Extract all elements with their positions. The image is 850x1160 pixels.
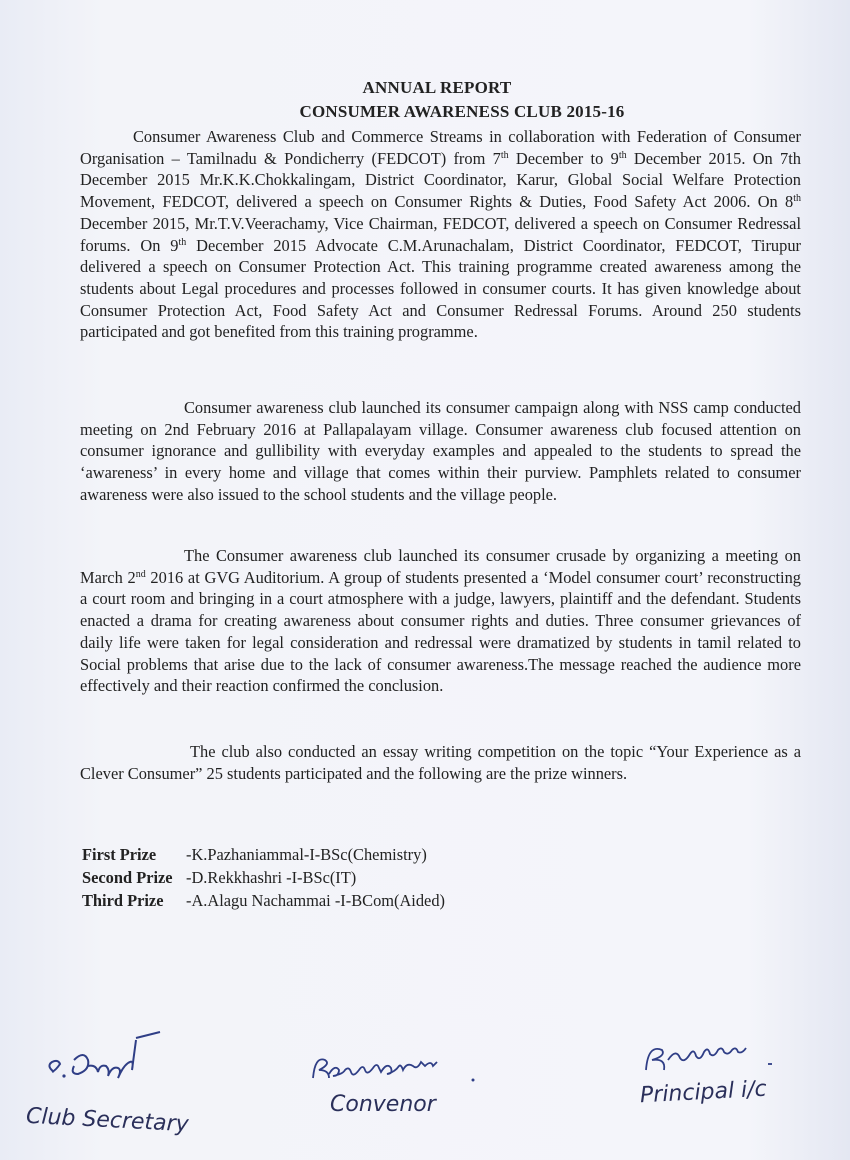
prize-winner: -D.Rekkhashri -I-BSc(IT) <box>186 868 357 887</box>
report-subtitle: CONSUMER AWARENESS CLUB 2015-16 <box>299 102 625 121</box>
report-title: ANNUAL REPORT <box>362 78 512 97</box>
paragraph-nss-campaign: Consumer awareness club launched its consumer campaign along with NSS camp conducted meeting on 2nd February 2016 at Pallapalayam village. Consumer awareness club focused attention on consumer ignorance and gullibility with everyday examples and appealed to the students to spread the ‘awareness’ in every home and village that comes within their purview. Pamphlets related to consumer awareness were also issued to the school students and the village people. <box>80 398 801 504</box>
paragraph-essay-competition: The club also conducted an essay writing competition on the topic “Your Experience as a Clever Consumer” 25 students participated and the following are the prize winners. <box>80 742 801 783</box>
prize-rank: Second Prize <box>82 868 173 887</box>
prize-list <box>82 843 445 912</box>
prize-winner: -A.Alagu Nachammai -I-BCom(Aided) <box>186 891 445 910</box>
convenor-signature <box>305 1050 485 1090</box>
secretary-signature <box>40 1030 180 1100</box>
secretary-title: Club Secretary <box>25 1103 190 1138</box>
paragraph-fedcot-training: Consumer Awareness Club and Commerce Streams in collaboration with Federation of Consumer Organisation – Tamilnadu & Pondicherry (FEDCOT) from 7th December to 9th December 2015. On 7th December 2015 Mr.K.K.Chokkalingam, District Coordinator, Karur, Global Social Welfare Protection Movement, FEDCOT, delivered a speech on Consumer Rights & Duties, Food Safety Act 2006. On 8th December 2015, Mr.T.V.Veerachamy, Vice Chairman, FEDCOT, delivered a speech on Consumer Redressal forums. On 9th December 2015 Advocate C.M.Arunachalam, District Coordinator, FEDCOT, Tirupur delivered a speech on Consumer Protection Act. This training programme created awareness among the students about Legal procedures and processes followed in consumer courts. It has given knowledge about Consumer Protection Act, Food Safety Act and Consumer Redressal Forums. Around 250 students participated and got benefited from this training programme. <box>80 127 801 342</box>
prize-row-second <box>82 866 445 889</box>
principal-signature <box>640 1040 780 1080</box>
convenor-title: Convenor <box>330 1092 436 1117</box>
prize-rank: Third Prize <box>82 891 164 910</box>
prize-row-third <box>82 889 445 912</box>
principal-title: Principal i/c <box>639 1076 768 1109</box>
prize-winner: -K.Pazhaniammal-I-BSc(Chemistry) <box>186 845 427 864</box>
prize-row-first <box>82 843 445 866</box>
prize-rank: First Prize <box>82 845 157 864</box>
paragraph-model-court: The Consumer awareness club launched its consumer crusade by organizing a meeting on March 2nd 2016 at GVG Auditorium. A group of students presented a ‘Model consumer court’ reconstructing a court room and bringing in a court atmosphere with a judge, lawyers, plaintiff and the defendant. Students enacted a drama for creating awareness about consumer rights and duties. Three consumer grievances of daily life were taken for legal consideration and redressal were dramatized by students in tamil related to Social problems that arise due to the lack of consumer awareness.The message reached the audience more effectively and their reaction confirmed the conclusion. <box>80 546 801 696</box>
